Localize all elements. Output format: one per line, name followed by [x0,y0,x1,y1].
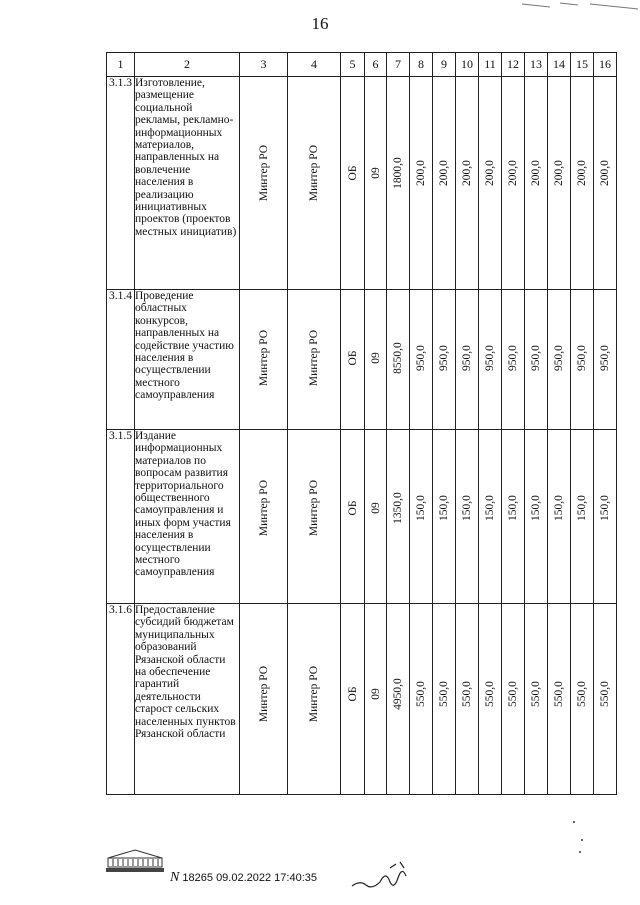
row-value: 550,0 [529,681,542,707]
row-value-cell [594,430,617,604]
header-cell: 15 [571,53,594,77]
row-value-cell [571,77,594,290]
row-executor-cell [240,77,288,290]
row-value-cell [525,604,548,795]
row-value: 8550,0 [391,342,404,374]
row-executor: Минтер РО [257,329,270,387]
row-value-cell [479,290,502,430]
row-value: 150,0 [598,495,611,521]
row-value-cell [433,604,456,795]
row-value-cell [548,604,571,795]
row-source-cell [341,290,365,430]
document-id: 18265 [182,872,213,884]
row-value-cell [387,290,410,430]
row-value-cell [594,604,617,795]
row-value-cell [548,430,571,604]
row-recipient: Минтер РО [307,144,320,202]
row-value-cell [479,430,502,604]
row-value: 550,0 [575,681,588,707]
row-value-cell [479,604,502,795]
table-row [107,290,617,430]
row-recipient: Минтер РО [307,479,320,537]
row-value: 950,0 [575,345,588,371]
row-value-cell [387,77,410,290]
row-code-cell [365,604,387,795]
registration-datetime: 09.02.2022 17:40:35 [216,872,317,884]
row-value: 950,0 [506,345,519,371]
row-executor: Минтер РО [257,665,270,723]
row-value: 200,0 [483,160,496,186]
row-value: 950,0 [529,345,542,371]
row-value-cell [410,290,433,430]
row-recipient-cell [288,430,341,604]
row-source-cell [341,430,365,604]
row-value: 550,0 [437,681,450,707]
row-executor-cell [240,604,288,795]
header-cell: 8 [410,53,433,77]
row-number: 3.1.5 [107,430,135,604]
row-value-cell [594,77,617,290]
table-header-row [107,53,617,77]
row-code-cell [365,430,387,604]
government-building-logo-icon [104,848,166,874]
row-executor: Минтер РО [257,144,270,202]
row-code-cell [365,77,387,290]
row-source-cell [341,77,365,290]
header-cell: 14 [548,53,571,77]
row-value: 550,0 [598,681,611,707]
row-value: 150,0 [506,495,519,521]
header-cell: 4 [288,53,341,77]
row-value: 150,0 [529,495,542,521]
header-cell: 5 [341,53,365,77]
number-sign: N [170,870,180,885]
row-value-cell [456,77,479,290]
row-recipient: Минтер РО [307,329,320,387]
row-value-cell [410,430,433,604]
row-value-cell [387,604,410,795]
row-value: 200,0 [575,160,588,186]
row-value-cell [525,290,548,430]
row-value: 1800,0 [391,157,404,189]
row-code: 09 [369,352,382,364]
header-cell: 3 [240,53,288,77]
row-recipient-cell [288,290,341,430]
table-row [107,77,617,290]
row-value: 950,0 [552,345,565,371]
row-value: 200,0 [552,160,565,186]
row-value-cell [548,77,571,290]
row-value: 950,0 [437,345,450,371]
row-value: 550,0 [552,681,565,707]
row-value-cell [548,290,571,430]
page-number: 16 [311,14,329,33]
row-value-cell [410,604,433,795]
row-value-cell [571,430,594,604]
row-value-cell [502,604,525,795]
budget-table [106,52,617,795]
row-value: 550,0 [506,681,519,707]
row-value: 550,0 [460,681,473,707]
row-source: ОБ [346,165,359,181]
row-value: 200,0 [529,160,542,186]
row-value-cell [456,604,479,795]
header-cell: 10 [456,53,479,77]
header-cell: 1 [107,53,135,77]
row-value-cell [387,430,410,604]
scan-dots [570,818,590,858]
row-value-cell [502,430,525,604]
row-value-cell [433,77,456,290]
row-number: 3.1.3 [107,77,135,290]
row-value: 950,0 [483,345,496,371]
row-code: 09 [369,502,382,514]
row-value-cell [525,77,548,290]
row-value: 1350,0 [391,492,404,524]
row-activity-name: Проведение областных конкурсов, направленных на содействие участию населения в осуществлении местного самоуправления [135,290,240,430]
row-value-cell [571,604,594,795]
row-activity-name: Изготовление, размещение социальной рекламы, рекламно-информационных материалов, направленных на вовлечение населения в реализацию инициативных проектов (проектов местных инициатив) [135,77,240,290]
row-recipient-cell [288,77,341,290]
row-value: 550,0 [483,681,496,707]
row-code-cell [365,290,387,430]
row-value-cell [433,430,456,604]
row-recipient-cell [288,604,341,795]
header-cell: 7 [387,53,410,77]
row-code: 09 [369,167,382,179]
table-row [107,430,617,604]
row-value: 200,0 [506,160,519,186]
row-value: 950,0 [460,345,473,371]
row-value: 200,0 [460,160,473,186]
row-executor: Минтер РО [257,479,270,537]
row-number: 3.1.4 [107,290,135,430]
row-value-cell [456,430,479,604]
row-value-cell [433,290,456,430]
row-value: 950,0 [598,345,611,371]
row-value-cell [502,77,525,290]
table-row [107,604,617,795]
row-value: 150,0 [460,495,473,521]
row-activity-name: Предоставление субсидий бюджетам муниципальных образований Рязанской области на обеспечение гарантий деятельности старост сельских населенных пунктов Рязанской области [135,604,240,795]
header-cell: 12 [502,53,525,77]
row-value-cell [525,430,548,604]
row-value: 150,0 [575,495,588,521]
row-value: 200,0 [437,160,450,186]
row-value-cell [594,290,617,430]
row-value: 950,0 [414,345,427,371]
row-executor-cell [240,290,288,430]
row-code: 09 [369,688,382,700]
row-value: 150,0 [483,495,496,521]
row-value: 550,0 [414,681,427,707]
row-value-cell [571,290,594,430]
header-cell: 2 [135,53,240,77]
row-value: 200,0 [598,160,611,186]
row-source: ОБ [346,350,359,366]
row-value: 150,0 [552,495,565,521]
row-value-cell [456,290,479,430]
header-cell: 6 [365,53,387,77]
document-registration-footer [170,870,317,886]
handwritten-signature-icon [350,860,420,892]
row-value: 150,0 [414,495,427,521]
row-value: 150,0 [437,495,450,521]
row-value: 200,0 [414,160,427,186]
row-source: ОБ [346,686,359,702]
header-cell: 13 [525,53,548,77]
scan-artifact-marks [520,0,640,14]
row-activity-name: Издание информационных материалов по вопросам развития территориального общественного самоуправления и иных форм участия населения в осуществлении местного самоуправления [135,430,240,604]
row-source-cell [341,604,365,795]
header-cell: 16 [594,53,617,77]
row-value-cell [410,77,433,290]
row-value-cell [502,290,525,430]
row-executor-cell [240,430,288,604]
row-number: 3.1.6 [107,604,135,795]
row-source: ОБ [346,500,359,516]
row-value: 4950,0 [391,678,404,710]
header-cell: 11 [479,53,502,77]
header-cell: 9 [433,53,456,77]
row-recipient: Минтер РО [307,665,320,723]
row-value-cell [479,77,502,290]
